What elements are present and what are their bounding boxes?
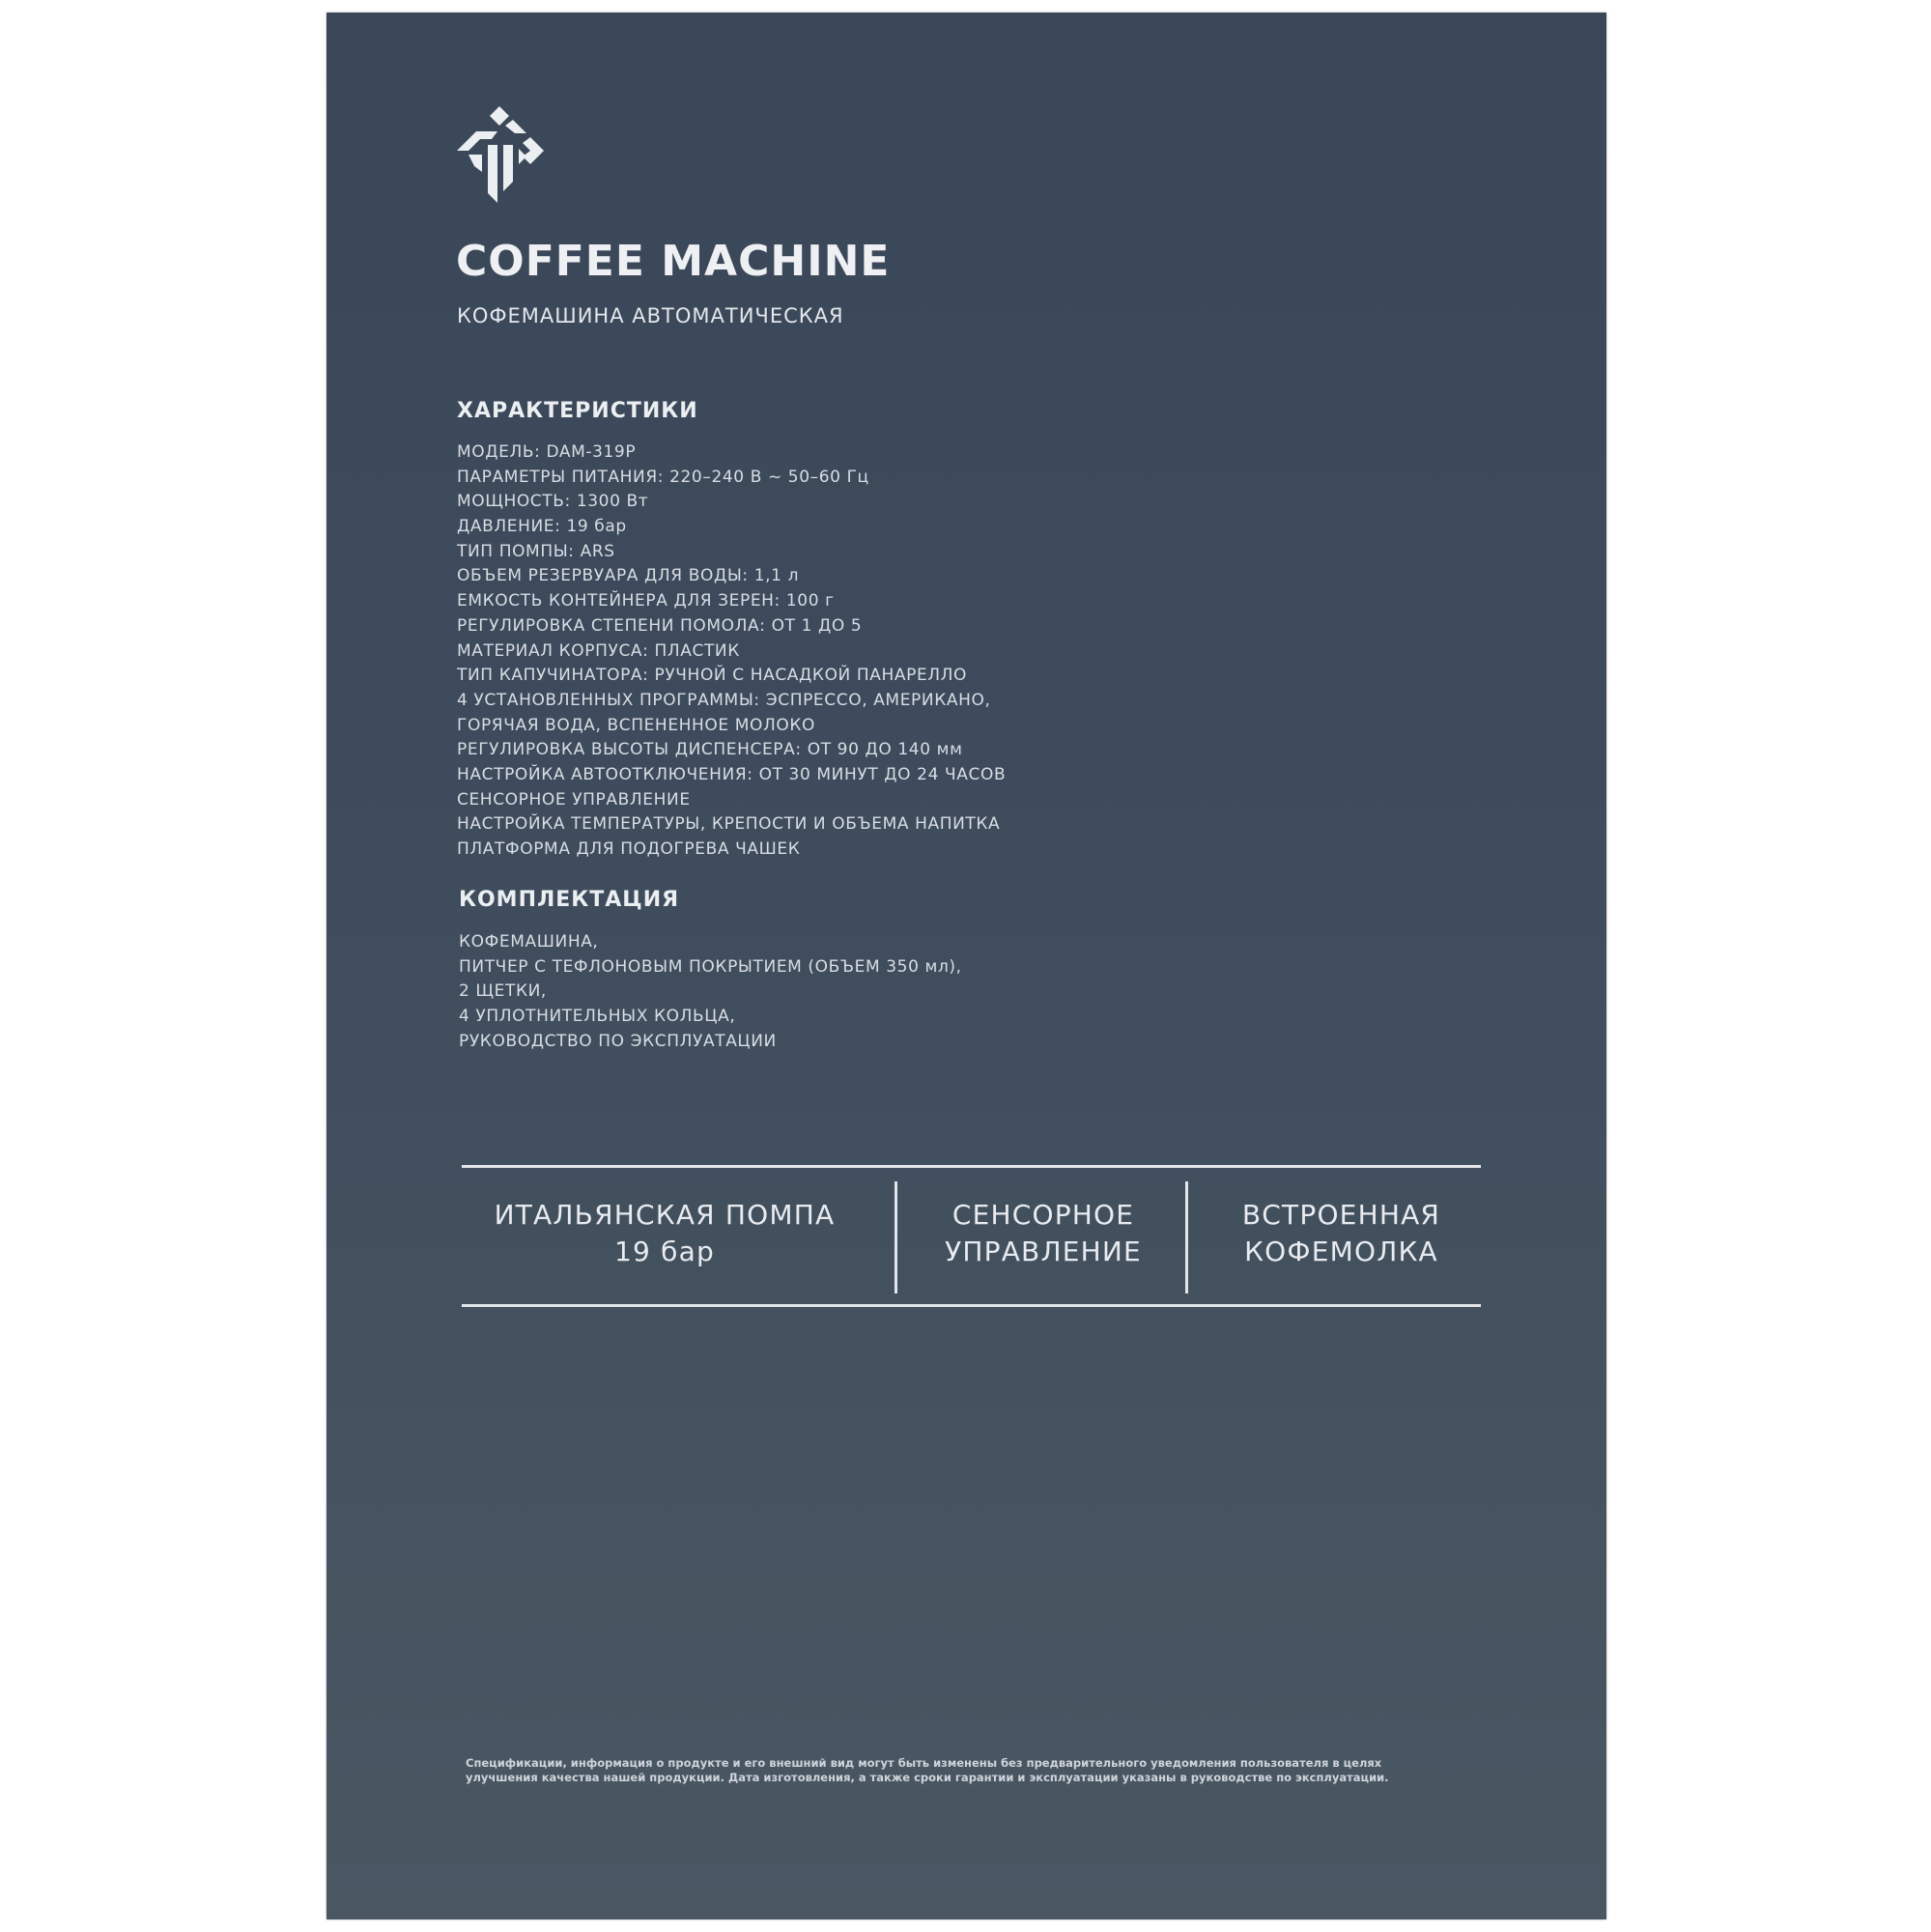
spec-item: МАТЕРИАЛ КОРПУСА: ПЛАСТИК (457, 640, 740, 661)
spec-item: ЕМКОСТЬ КОНТЕЙНЕРА ДЛЯ ЗЕРЕН: 100 г (457, 591, 835, 611)
feature-line: УПРАВЛЕНИЕ (945, 1236, 1142, 1267)
features-column-divider (1185, 1181, 1188, 1293)
package-item: КОФЕМАШИНА, (459, 932, 599, 952)
spec-item: ГОРЯЧАЯ ВОДА, ВСПЕНЕННОЕ МОЛОКО (457, 715, 816, 735)
spec-item: РЕГУЛИРОВКА ВЫСОТЫ ДИСПЕНСЕРА: ОТ 90 ДО 140 мм (457, 740, 963, 760)
package-item: 2 ЩЕТКИ, (459, 981, 547, 1002)
features-bottom-divider (462, 1304, 1481, 1307)
feature-line: ИТАЛЬЯНСКАЯ ПОМПА (494, 1199, 836, 1231)
spec-item: ОБЪЕМ РЕЗЕРВУАРА ДЛЯ ВОДЫ: 1,1 л (457, 566, 800, 586)
package-item: 4 УПЛОТНИТЕЛЬНЫХ КОЛЬЦА, (459, 1007, 736, 1027)
package-item: ПИТЧЕР С ТЕФЛОНОВЫМ ПОКРЫТИЕМ (ОБЪЕМ 350 мл), (459, 956, 962, 977)
disclaimer-line: Спецификации, информация о продукте и его внешний вид могут быть изменены без предварительного уведомления пользователя в целях (466, 1756, 1382, 1770)
package-heading: КОМПЛЕКТАЦИЯ (459, 888, 680, 912)
feature-line: КОФЕМОЛКА (1244, 1236, 1438, 1267)
spec-item: МОДЕЛЬ: DAM-319P (457, 442, 637, 462)
features-top-divider (462, 1165, 1481, 1168)
spec-item: СЕНСОРНОЕ УПРАВЛЕНИЕ (457, 789, 691, 810)
feature-line: СЕНСОРНОЕ (951, 1199, 1135, 1231)
package-item: РУКОВОДСТВО ПО ЭКСПЛУАТАЦИИ (459, 1031, 777, 1051)
brand-diamond-logo-icon (455, 106, 544, 203)
specs-heading: ХАРАКТЕРИСТИКИ (457, 399, 698, 423)
spec-item: 4 УСТАНОВЛЕННЫХ ПРОГРАММЫ: ЭСПРЕССО, АМЕРИКАНО, (457, 690, 991, 710)
disclaimer-text (466, 1756, 1470, 1785)
package-list (459, 930, 962, 1054)
spec-item: ПАРАМЕТРЫ ПИТАНИЯ: 220–240 В ~ 50–60 Гц (457, 467, 869, 487)
product-subtitle: КОФЕМАШИНА АВТОМАТИЧЕСКАЯ (457, 304, 844, 327)
disclaimer-line: улучшения качества нашей продукции. Дата изготовления, а также сроки гарантии и эксплуатации указаны в руководстве по эксплуатации. (466, 1771, 1389, 1784)
spec-item: ТИП КАПУЧИНАТОРА: РУЧНОЙ С НАСАДКОЙ ПАНАРЕЛЛО (457, 666, 968, 686)
spec-item: ТИП ПОМПЫ: ARS (457, 541, 615, 561)
specs-list (457, 440, 1006, 863)
feature-line: 19 бар (614, 1236, 715, 1267)
spec-item: НАСТРОЙКА АВТООТКЛЮЧЕНИЯ: ОТ 30 МИНУТ ДО 24 ЧАСОВ (457, 764, 1007, 784)
product-box-panel (327, 13, 1606, 1919)
spec-item: РЕГУЛИРОВКА СТЕПЕНИ ПОМОЛА: ОТ 1 ДО 5 (457, 615, 863, 636)
feature-built-in-grinder (1194, 1197, 1489, 1270)
spec-item: МОЩНОСТЬ: 1300 Вт (457, 492, 649, 512)
feature-italian-pump (442, 1197, 887, 1270)
spec-item: НАСТРОЙКА ТЕМПЕРАТУРЫ, КРЕПОСТИ И ОБЪЕМА НАПИТКА (457, 814, 1001, 835)
feature-line: ВСТРОЕННАЯ (1241, 1199, 1441, 1231)
product-title: COFFEE MACHINE (456, 237, 891, 286)
spec-item: ДАВЛЕНИЕ: 19 бар (457, 517, 627, 537)
spec-item: ПЛАТФОРМА ДЛЯ ПОДОГРЕВА ЧАШЕК (457, 839, 801, 859)
feature-touch-control (903, 1197, 1183, 1270)
features-column-divider (895, 1181, 897, 1293)
